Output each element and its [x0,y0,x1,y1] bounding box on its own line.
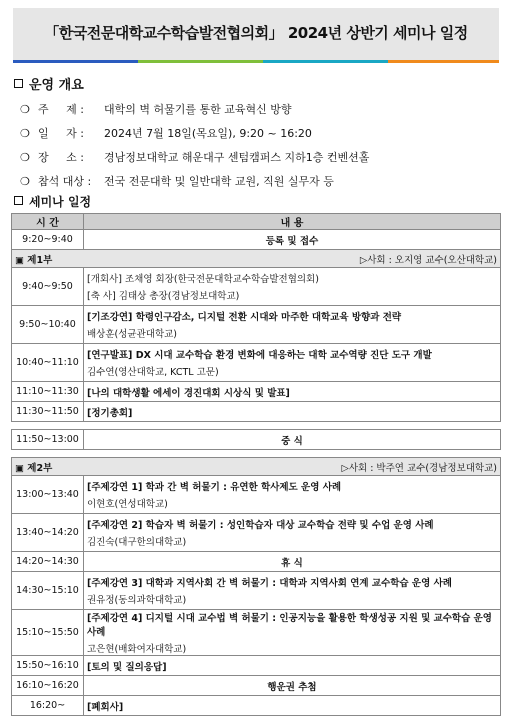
table-row [12,430,501,450]
time-cell: 11:30~11:50 [12,402,84,422]
time-cell: 15:50~16:10 [12,656,84,676]
time-cell: 13:40~14:20 [12,514,84,552]
time-cell: 14:30~15:10 [12,572,84,610]
spacer-row [12,450,501,458]
content-cell [84,610,501,656]
session-speaker: 배상훈(성균관대학교) [87,329,178,340]
content-cell: [토의 및 질의응답] [84,656,501,676]
overview-heading [14,74,84,93]
overview-value: 대학의 벽 허물기를 통한 교육혁신 방향 [104,103,292,116]
circle-bullet-icon: ❍ [20,150,30,164]
session-speaker: 고은현(배화여자대학교) [87,644,187,655]
part1-row [12,250,501,268]
part1-moderator: ▷사회 : 오지영 교수(오산대학교) [359,254,497,266]
session-title: [주제강연 2] 학습자 벽 허물기 : 성인학습자 대상 교수학습 전략 및 수업 운영 사례 [87,520,434,531]
table-row [12,514,501,552]
table-row [12,572,501,610]
part2-label: ▣ 제2부 [15,462,53,474]
session-title: [기조강연] 학령인구감소, 디지털 전환 시대와 마주한 대학교육 방향과 전략 [87,312,402,323]
time-cell: 16:10~16:20 [12,676,84,696]
schedule-table [11,213,501,716]
session-title: [주제강연 3] 대학과 지역사회 간 벽 허물기 : 대학과 지역사회 연계 교수학습 운영 사례 [87,578,452,589]
time-cell: 9:20~9:40 [12,230,84,250]
overview-row-date [20,121,490,145]
overview-row-topic [20,97,490,121]
overview-list [20,97,490,193]
schedule-heading [14,193,91,210]
spacer-cell [12,422,501,430]
overview-heading-text: 운영 개요 [29,78,84,93]
accent-stripe-orange [388,60,499,63]
table-row [12,552,501,572]
circle-bullet-icon: ❍ [20,174,30,188]
content-cell [84,268,501,306]
content-cell: 등록 및 접수 [84,230,501,250]
time-cell: 15:10~15:50 [12,610,84,656]
content-cell: [정기총회] [84,402,501,422]
session-title: [개회사] 조채영 회장(한국전문대학교수학습발전협의회) [87,274,319,285]
part2-row [12,458,501,476]
time-cell: 9:50~10:40 [12,306,84,344]
session-title: [주제강연 4] 디지털 시대 교수법 벽 허물기 : 인공지능을 활용한 학생성공 지원 및 교수학습 운영 사례 [87,613,492,638]
accent-stripe-cyan [263,60,388,63]
table-row [12,402,501,422]
session-speaker: [축 사] 김태상 총장(경남정보대학교) [87,291,240,302]
part2-cell [12,458,501,476]
time-cell: 11:10~11:30 [12,382,84,402]
table-row [12,656,501,676]
title-bar [13,8,499,60]
table-row [12,696,501,716]
table-row [12,344,501,382]
accent-stripe-green [138,60,263,63]
session-title: [연구발표] DX 시대 교수학습 환경 변화에 대응하는 대학 교수역량 진단 도구 개발 [87,350,432,361]
time-cell: 10:40~11:10 [12,344,84,382]
time-cell: 13:00~13:40 [12,476,84,514]
column-header-content: 내 용 [84,214,501,230]
time-cell: 9:40~9:50 [12,268,84,306]
table-row [12,610,501,656]
content-cell: 중 식 [84,430,501,450]
page-title: 「한국전문대학교수학습발전협의회」 2024년 상반기 세미나 일정 [44,24,468,42]
table-row [12,230,501,250]
square-bullet-icon [14,79,23,88]
overview-key: 일 자 : [38,127,84,140]
content-cell [84,514,501,552]
overview-key: 주 제 : [38,103,84,116]
overview-row-place [20,145,490,169]
spacer-row [12,422,501,430]
table-row [12,382,501,402]
content-cell: 휴 식 [84,552,501,572]
overview-value: 전국 전문대학 및 일반대학 교원, 직원 실무자 등 [104,175,334,188]
time-cell: 16:20~ [12,696,84,716]
part1-label: ▣ 제1부 [15,254,53,266]
content-cell [84,476,501,514]
circle-bullet-icon: ❍ [20,102,30,116]
part2-moderator: ▷사회 : 박주연 교수(경남정보대학교) [341,462,497,474]
content-cell [84,344,501,382]
square-bullet-icon [14,196,23,205]
overview-value: 2024년 7월 18일(목요일), 9:20 ~ 16:20 [104,127,312,140]
table-row [12,676,501,696]
content-cell: [폐회사] [84,696,501,716]
circle-bullet-icon: ❍ [20,126,30,140]
spacer-cell [12,450,501,458]
session-speaker: 권유정(동의과학대학교) [87,595,187,606]
overview-row-attendees [20,169,490,193]
content-cell [84,306,501,344]
overview-key: 참석 대상 : [38,175,92,188]
table-header-row [12,214,501,230]
session-speaker: 이현호(연성대학교) [87,499,168,510]
session-speaker: 김진숙(대구한의대학교) [87,537,187,548]
session-speaker: 김수연(영산대학교, KCTL 고문) [87,367,219,378]
content-cell: [나의 대학생활 에세이 경진대회 시상식 및 발표] [84,382,501,402]
overview-key: 장 소 : [38,151,84,164]
table-row [12,306,501,344]
content-cell [84,572,501,610]
accent-stripe-blue [13,60,138,63]
column-header-time: 시 간 [12,214,84,230]
time-cell: 14:20~14:30 [12,552,84,572]
overview-value: 경남정보대학교 해운대구 센텀캠퍼스 지하1층 컨벤션홀 [104,151,370,164]
session-title: [주제강연 1] 학과 간 벽 허물기 : 유연한 학사제도 운영 사례 [87,482,342,493]
schedule-heading-text: 세미나 일정 [29,195,92,209]
content-cell: 행운권 추첨 [84,676,501,696]
table-row [12,268,501,306]
time-cell: 11:50~13:00 [12,430,84,450]
part1-cell [12,250,501,268]
table-row [12,476,501,514]
